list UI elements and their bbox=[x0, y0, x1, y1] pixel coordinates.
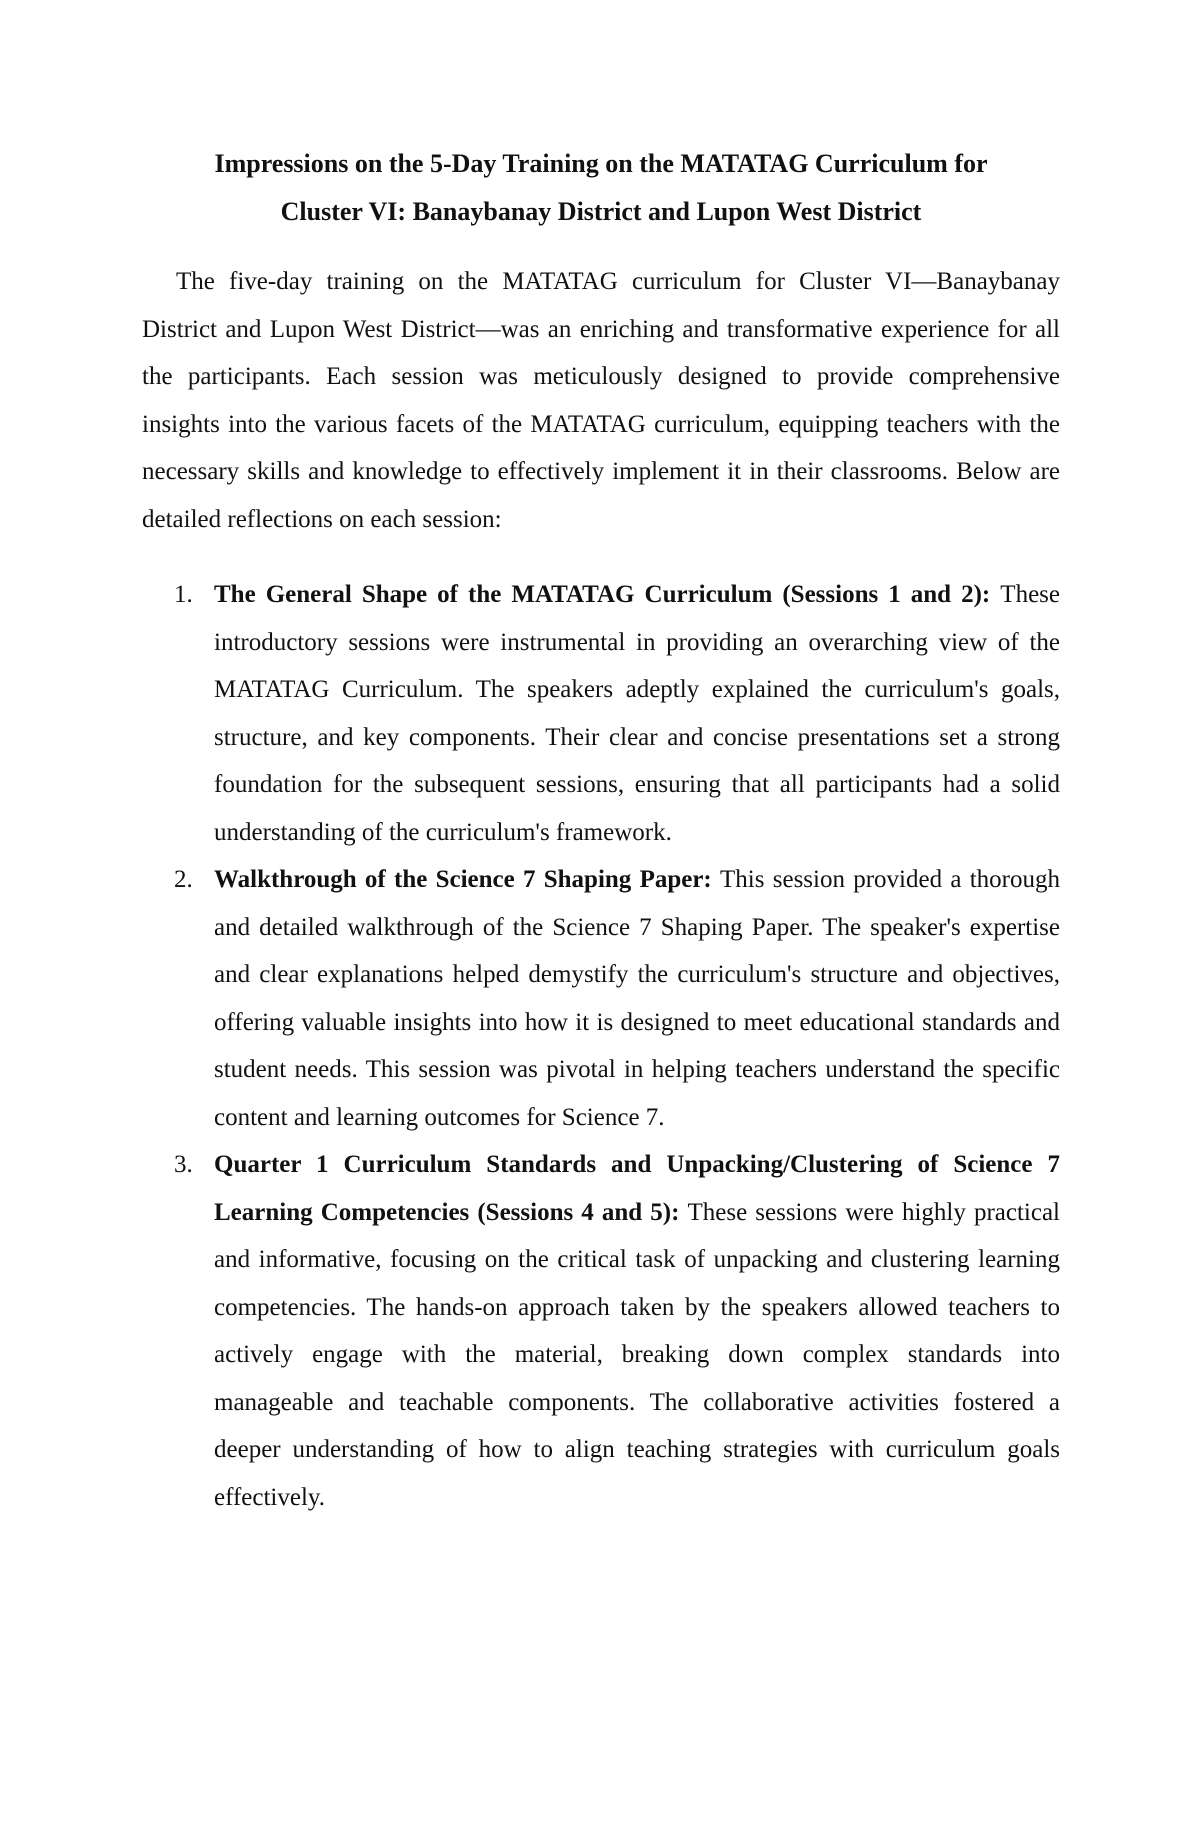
session-body: These sessions were highly practical and informative, focusing on the critical task of unpacking and clustering learning competencies. The hands-on approach taken by the speakers allowed teachers to actively engage with the material, breaking down complex standards into manageable and teachable components. The collaborative activities fostered a deeper understanding of how to align teaching strategies with curriculum goals effectively. bbox=[214, 1198, 1060, 1511]
session-list bbox=[142, 571, 1060, 1521]
list-item bbox=[142, 856, 1060, 1141]
intro-paragraph: The five-day training on the MATATAG curriculum for Cluster VI—Banaybanay District and Lupon West District—was an enriching and transformative experience for all the participants. Each session was meticulously designed to provide comprehensive insights into the various facets of the MATATAG curriculum, equipping teachers with the necessary skills and knowledge to effectively implement it in their classrooms. Below are detailed reflections on each session: bbox=[142, 268, 1060, 533]
session-body: This session provided a thorough and detailed walkthrough of the Science 7 Shaping Paper. The speaker's expertise and clear explanations helped demystify the curriculum's structure and objectives, offering valuable insights into how it is designed to meet educational standards and student needs. This session was pivotal in helping teachers understand the specific content and learning outcomes for Science 7. bbox=[214, 866, 1060, 1131]
title-line-2: Cluster VI: Banaybanay District and Lupon West District bbox=[280, 197, 922, 226]
session-body: These introductory sessions were instrumental in providing an overarching view of the MATATAG Curriculum. The speakers adeptly explained the curriculum's goals, structure, and key components. Their clear and concise presentations set a strong foundation for the subsequent sessions, ensuring that all participants had a solid understanding of the curriculum's framework. bbox=[214, 581, 1060, 846]
session-heading: Quarter 1 Curriculum Standards and Unpacking/Clustering of Science 7 Learning Competencies (Sessions 4 and 5): bbox=[214, 1151, 1060, 1226]
list-number: 2. bbox=[174, 866, 193, 893]
session-heading: Walkthrough of the Science 7 Shaping Paper: bbox=[214, 866, 721, 893]
document-title bbox=[142, 140, 1060, 236]
list-item bbox=[142, 571, 1060, 856]
list-item bbox=[142, 1141, 1060, 1521]
list-number: 3. bbox=[174, 1151, 193, 1178]
list-number: 1. bbox=[174, 581, 193, 608]
session-heading: The General Shape of the MATATAG Curriculum (Sessions 1 and 2): bbox=[214, 581, 1001, 608]
title-line-1: Impressions on the 5-Day Training on the MATATAG Curriculum for bbox=[214, 149, 988, 178]
document-page bbox=[142, 140, 1060, 1521]
